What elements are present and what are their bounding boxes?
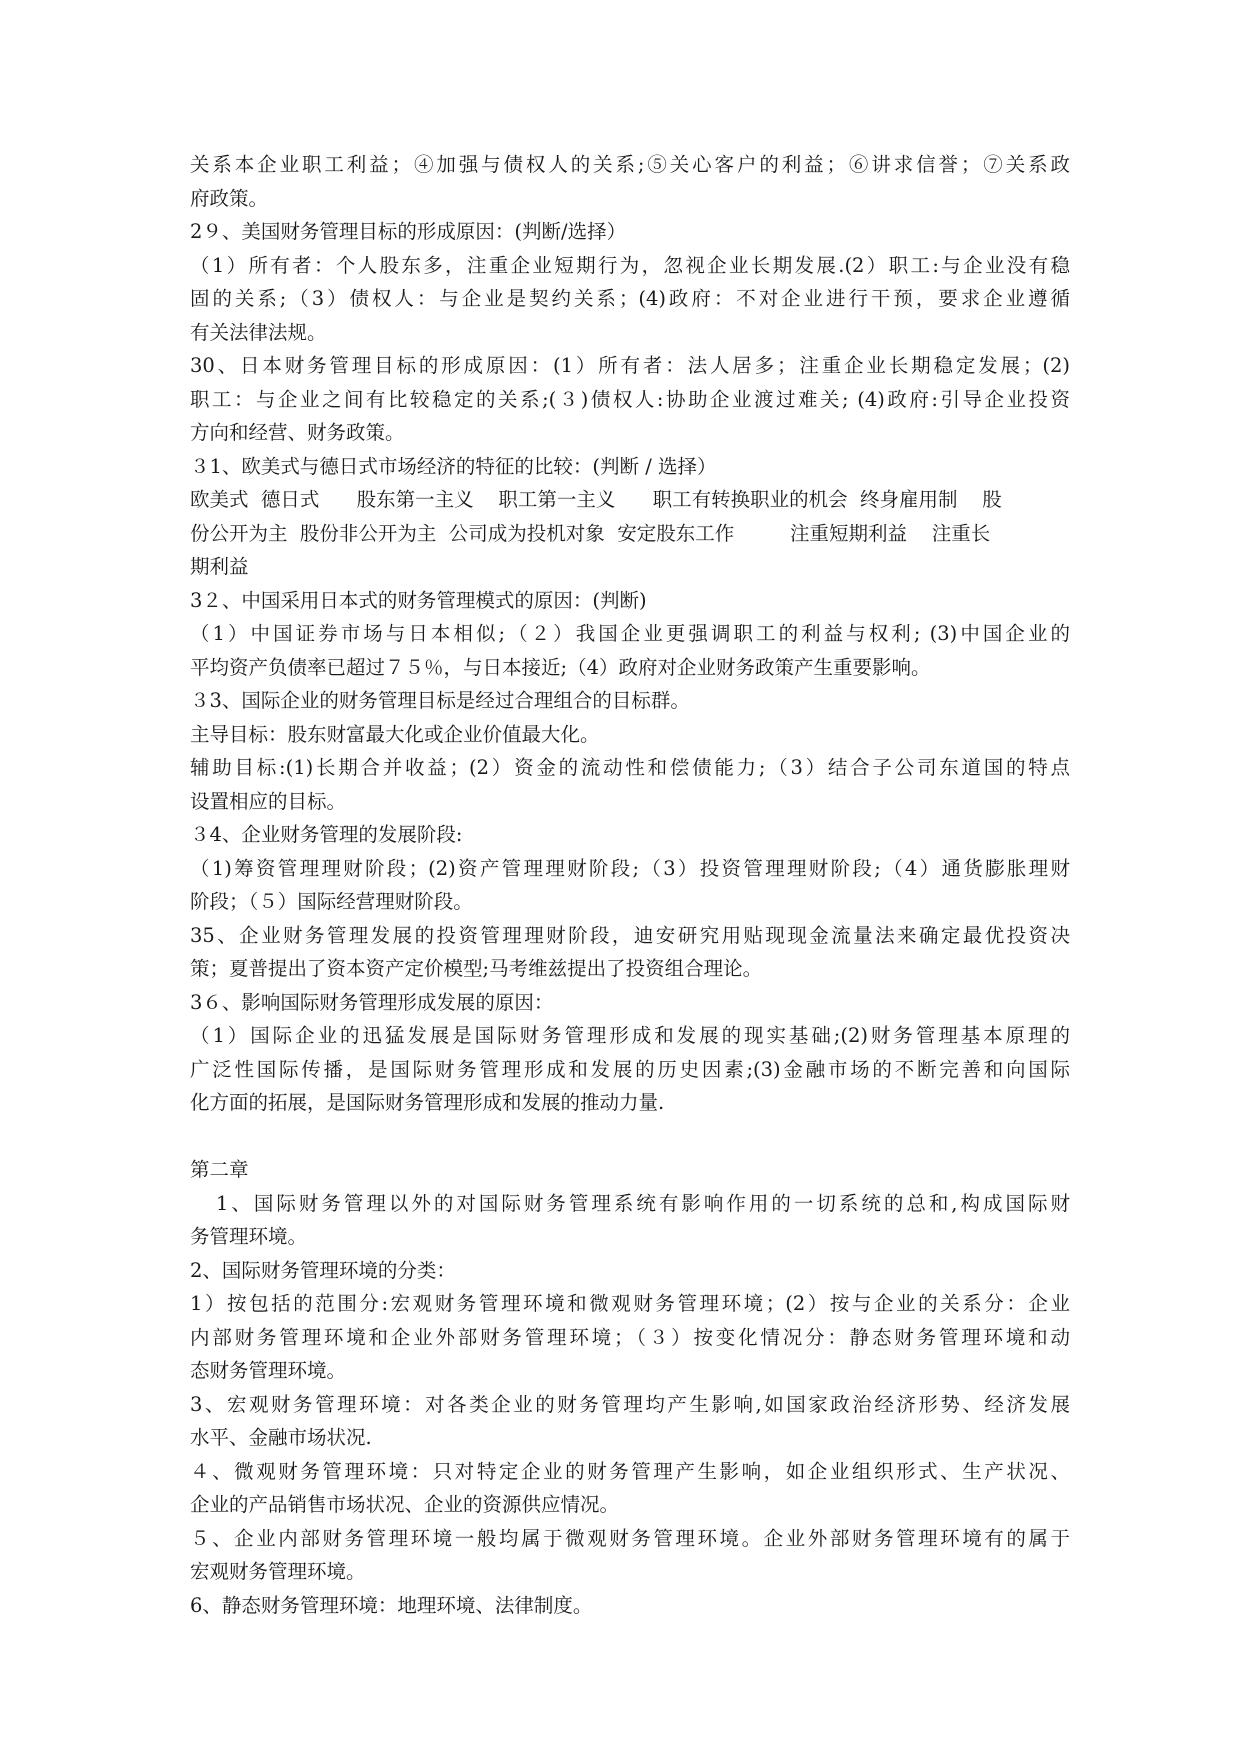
- text-line: 关系本企业职工利益；④加强与债权人的关系;⑤关心客户的利益；⑥讲求信誉；⑦关系政: [190, 153, 1070, 176]
- section-heading: 3６、影响国际财务管理形成发展的原因：: [190, 990, 554, 1014]
- chapter-heading: 第二章: [190, 1158, 249, 1181]
- section-heading: 2９、美国财务管理目标的形成原因：(判断/选择）: [190, 220, 627, 243]
- paragraph-gap: [190, 1120, 1070, 1154]
- text-line: 内部财务管理环境和企业外部财务管理环境；（３）按变化情况分：静态财务管理环境和动: [190, 1325, 1070, 1349]
- text-line: 期利益: [190, 555, 249, 578]
- text-line: 务管理环境。: [190, 1225, 308, 1248]
- text-line: 宏观财务管理环境。: [190, 1560, 366, 1583]
- text-line: 化方面的拓展，是国际财务管理形成和发展的推动力量.: [190, 1091, 665, 1114]
- section-heading: 35、企业财务管理发展的投资管理理财阶段，迪安研究用贴现现金流量法来确定最优投资决: [190, 923, 1070, 947]
- text-line: 企业的产品销售市场状况、企业的资源供应情况。: [190, 1493, 620, 1516]
- text-line: 策；夏普提出了资本资产定价模型;马考维兹提出了投资组合理论。: [190, 957, 763, 980]
- text-line: 1、国际财务管理以外的对国际财务管理系统有影响作用的一切系统的总和,构成国际财: [216, 1191, 1070, 1215]
- text-line: （1）所有者：个人股东多，注重企业短期行为，忽视企业长期发展.(2）职工:与企业没有稳: [190, 253, 1070, 277]
- comparison-line: 欧美式 德日式 股东第一主义 职工第一主义 职工有转换职业的机会 终身雇用制 股: [190, 488, 1002, 511]
- section-heading: 2、国际财务管理环境的分类：: [190, 1258, 456, 1282]
- text-line: 府政策。: [190, 186, 269, 210]
- section-heading: ５、企业内部财务管理环境一般均属于微观财务管理环境。企业外部财务管理环境有的属于: [190, 1526, 1070, 1550]
- text-line: 态财务管理环境。: [190, 1359, 347, 1382]
- section-heading: ３3、国际企业的财务管理目标是经过合理组合的目标群。: [190, 689, 690, 712]
- text-line: （1）国际企业的迅猛发展是国际财务管理形成和发展的现实基础;(2)财务管理基本原理的: [190, 1024, 1070, 1047]
- section-heading: 6、静态财务管理环境：地理环境、法律制度。: [190, 1593, 593, 1617]
- comparison-line: 份公开为主 股份非公开为主 公司成为投机对象 安定股东工作 注重短期利益 注重长: [190, 521, 991, 545]
- section-heading: ３1、欧美式与德日式市场经济的特征的比较：(判断 / 选择）: [190, 454, 717, 478]
- text-line: 辅助目标:(1)长期合并收益；(2）资金的流动性和偿债能力;（3）结合子公司东道国的特点: [190, 756, 1070, 779]
- text-line: （1）中国证券市场与日本相似;（２）我国企业更强调职工的利益与权利; (3)中国企业的: [190, 622, 1070, 645]
- text-line: 广泛性国际传播，是国际财务管理形成和发展的历史因素;(3)金融市场的不断完善和向国际: [190, 1057, 1070, 1081]
- text-line: 平均资产负债率已超过７５％，与日本接近;（4）政府对企业财务政策产生重要影响。: [190, 655, 931, 679]
- section-heading: ３4、企业财务管理的发展阶段:: [190, 823, 463, 846]
- text-line: 水平、金融市场状况.: [190, 1426, 372, 1449]
- text-line: 主导目标：股东财富最大化或企业价值最大化。: [190, 722, 600, 746]
- section-heading: 3２、中国采用日本式的财务管理模式的原因：(判断): [190, 588, 647, 612]
- section-heading: ４、微观财务管理环境：只对特定企业的财务管理产生影响，如企业组织形式、生产状况、: [190, 1459, 1070, 1483]
- text-line: 职工：与企业之间有比较稳定的关系;(３)债权人:协助企业渡过难关; (4)政府:引导企业投资: [190, 387, 1070, 411]
- text-line: 阶段；（５）国际经营理财阶段。: [190, 890, 473, 913]
- text-line: 有关法律法规。: [190, 320, 327, 344]
- section-heading: 30、日本财务管理目标的形成原因：(1）所有者：法人居多；注重企业长期稳定发展；(2): [190, 354, 1070, 377]
- text-line: 固的关系;（3）债权人：与企业是契约关系；(4)政府：不对企业进行干预，要求企业遵循: [190, 287, 1070, 310]
- text-line: 方向和经营、财务政策。: [190, 421, 405, 444]
- section-heading: 3、宏观财务管理环境：对各类企业的财务管理均产生影响,如国家政治经济形势、经济发展: [190, 1392, 1070, 1416]
- text-line: 设置相应的目标。: [190, 789, 347, 813]
- document-body: [190, 148, 1070, 1622]
- text-line: 1）按包括的范围分:宏观财务管理环境和微观财务管理环境；(2）按与企业的关系分：企业: [190, 1292, 1070, 1315]
- text-line: （1)筹资管理理财阶段；(2)资产管理理财阶段;（3）投资管理理财阶段;（4）通货膨胀理财: [190, 856, 1070, 880]
